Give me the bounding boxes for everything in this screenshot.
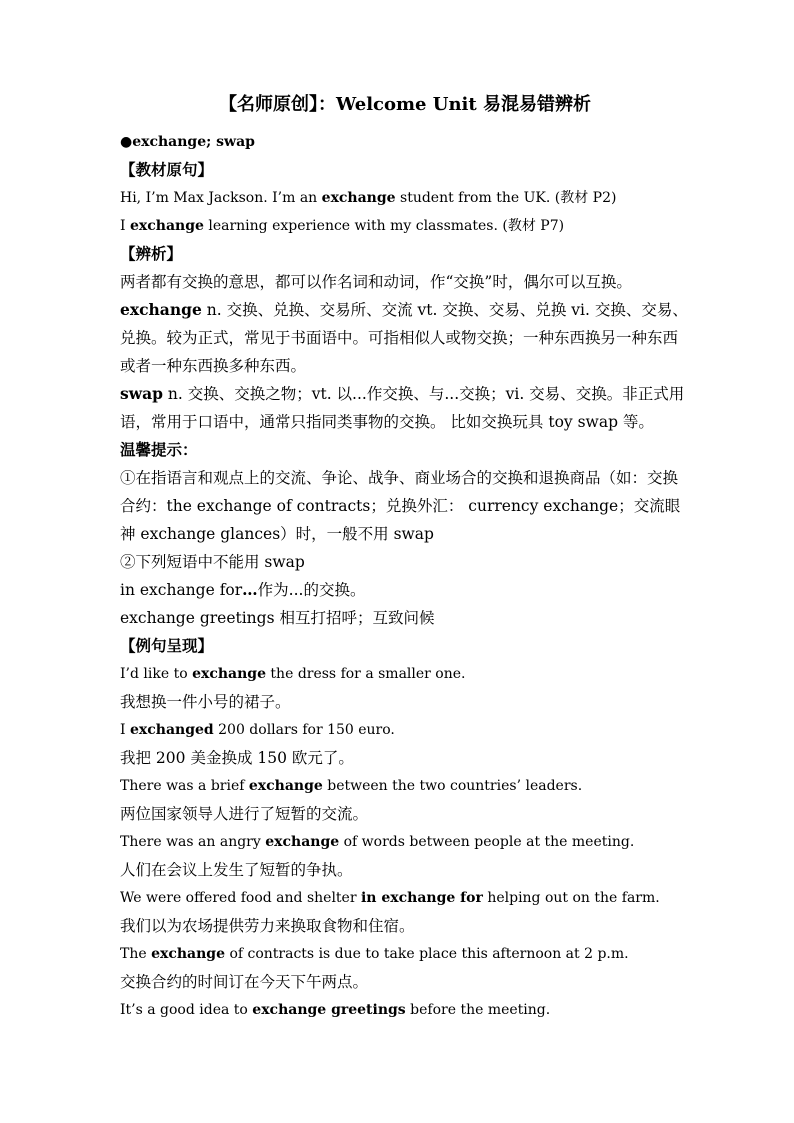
example-zh: 我们以为农场提供劳力来换取食物和住宿。 bbox=[120, 917, 415, 935]
tip-phrase-2: exchange greetings 相互打招呼；互致问候 bbox=[120, 609, 435, 627]
examples-list bbox=[120, 660, 690, 1024]
example-zh: 我把 200 美金换成 150 欧元了。 bbox=[120, 749, 354, 767]
example-en: We were offered food and shelter in exchange for helping out on the farm. bbox=[120, 890, 660, 906]
example-zh: 我想换一件小号的裙子。 bbox=[120, 693, 291, 711]
textbook-sentence-1: Hi, I’m Max Jackson. I’m an exchange student from the UK. (教材 P2) bbox=[120, 190, 617, 206]
section-heading-tip: 温馨提示： bbox=[120, 440, 198, 459]
example-en: I exchanged 200 dollars for 150 euro. bbox=[120, 722, 395, 738]
section-heading-textbook: 【教材原句】 bbox=[120, 160, 214, 179]
example-en: I’d like to exchange the dress for a smaller one. bbox=[120, 666, 466, 682]
tip-phrase-1: in exchange for…作为...的交换。 bbox=[120, 580, 366, 599]
example-zh: 两位国家领导人进行了短暂的交流。 bbox=[120, 805, 369, 823]
page-title: 【名师原创】：Welcome Unit 易混易错辨析 bbox=[219, 94, 591, 115]
document-page bbox=[120, 92, 690, 1024]
analysis-paragraph-2: exchange n. 交换、兑换、交易所、交流 vt. 交换、交易、兑换 vi. 交换、交易、兑换。较为正式，常见于书面语中。可指相似人或物交换；一种东西换另一种东西或者一种东西换多种东西。 bbox=[120, 300, 688, 375]
section-heading-examples: 【例句呈现】 bbox=[120, 636, 214, 655]
tip-paragraph-1: ①在指语言和观点上的交流、争论、战争、商业场合的交换和退换商品（如：交换合约：the exchange of contracts；兑换外汇： currency exchange；交流眼神 exchange glances）时，一般不用 swap bbox=[120, 469, 681, 543]
analysis-paragraph-1: 两者都有交换的意思，都可以作名词和动词，作“交换”时，偶尔可以互换。 bbox=[120, 273, 632, 291]
example-en: The exchange of contracts is due to take place this afternoon at 2 p.m. bbox=[120, 946, 629, 962]
example-en: There was a brief exchange between the two countries’ leaders. bbox=[120, 778, 583, 794]
example-en: It’s a good idea to exchange greetings before the meeting. bbox=[120, 1002, 551, 1018]
analysis-paragraph-3: swap n. 交换、交换之物；vt. 以...作交换、与...交换；vi. 交易、交换。非正式用语，常用于口语中，通常只指同类事物的交换。 比如交换玩具 toy swap 等。 bbox=[120, 384, 685, 431]
topic-heading: ●exchange; swap bbox=[120, 134, 255, 150]
tip-paragraph-2: ②下列短语中不能用 swap bbox=[120, 553, 305, 571]
textbook-sentence-2: I exchange learning experience with my classmates. (教材 P7) bbox=[120, 218, 565, 234]
example-en: There was an angry exchange of words between people at the meeting. bbox=[120, 834, 635, 850]
section-heading-analysis: 【辨析】 bbox=[120, 244, 183, 263]
example-zh: 人们在会议上发生了短暂的争执。 bbox=[120, 861, 353, 879]
example-zh: 交换合约的时间订在今天下午两点。 bbox=[120, 973, 369, 991]
